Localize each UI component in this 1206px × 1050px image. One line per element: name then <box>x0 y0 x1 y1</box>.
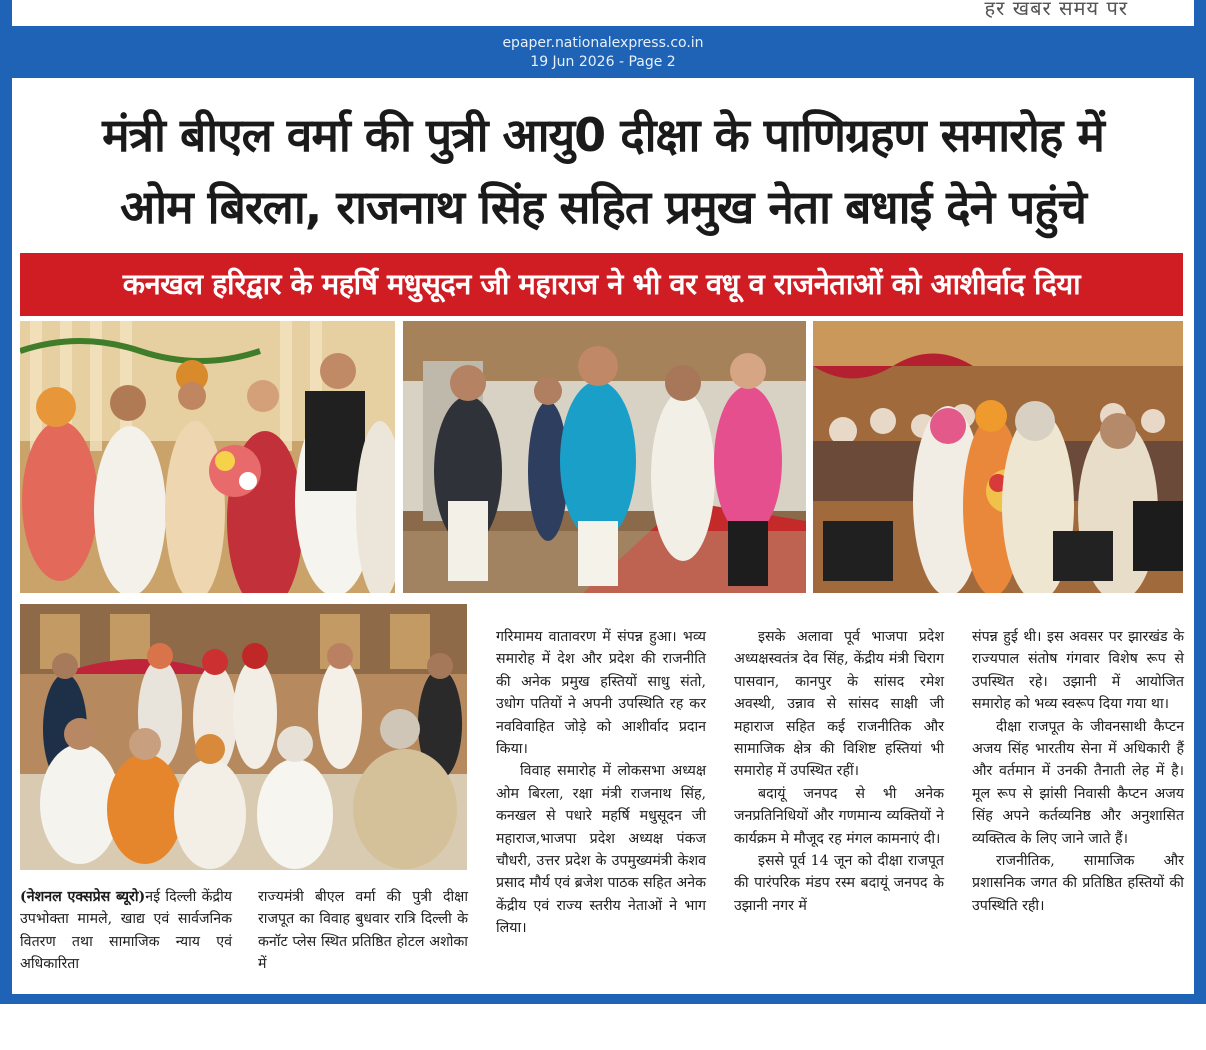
edition-date-page: 19 Jun 2026 - Page 2 <box>530 54 676 70</box>
article-column-3 <box>496 626 706 940</box>
article-paragraph: बदायूं जनपद से भी अनेक जनप्रतिनिधियों और गणमान्य व्यक्तियों ने कार्यक्रम मे मौजूद रह मंगल कामनाएं दी। <box>734 785 944 847</box>
article-column-5 <box>972 626 1184 917</box>
photo-saints-blessing <box>813 321 1183 593</box>
article-column-4 <box>734 626 944 917</box>
masthead-strip <box>12 0 1194 26</box>
photo-seated-group <box>20 604 467 870</box>
epaper-source-link[interactable]: epaper.nationalexpress.co.in <box>502 35 704 51</box>
article-byline: (नेशनल एक्सप्रेस ब्यूरो) <box>20 889 146 905</box>
article-paragraph: गरिमामय वातावरण में संपन्न हुआ। भव्य समारोह में देश और प्रदेश की राजनीति की अनेक प्रमुख हस्तियों साधु संतो, उधोग पतियों ने अपनी उपस्थिति रह कर नवविवाहित जोड़े को आशीर्वाद प्रदान किया। <box>496 629 706 758</box>
subheadline-banner: कनखल हरिद्वार के महर्षि मधुसूदन जी महाराज ने भी वर वधू व राजनेताओं को आशीर्वाद दिया <box>20 253 1183 316</box>
photo-couple-greeting <box>20 321 395 593</box>
bottom-strip <box>0 1004 1206 1050</box>
article-column-1-text: नई दिल्ली केंद्रीय उपभोक्ता मामले, खाद्य एवं सार्वजनिक वितरण तथा सामाजिक न्याय एवं अधिकारिता <box>20 889 232 973</box>
article-paragraph: इससे पूर्व 14 जून को दीक्षा राजपूत की पारंपरिक मंडप रस्म बदायूं जनपद के उझानी नगर में <box>734 853 944 914</box>
article-column-1 <box>20 886 232 976</box>
masthead-tagline: हर खबर समय पर <box>984 0 1128 20</box>
article-paragraph: संपन्न हुई थी। इस अवसर पर झारखंड के राज्यपाल संतोष गंगवार विशेष रूप से उपस्थित रहे। उझानी में आयोजित समारोह को भव्य स्वरूप दिया गया था। <box>972 629 1184 713</box>
article-paragraph: दीक्षा राजपूत के जीवनसाथी कैप्टन अजय सिंह भारतीय सेना में अधिकारी हैं और वर्तमान में उनकी तैनाती लेह में है। मूल रूप से झांसी निवासी कैप्टन अजय सिंह अपने कर्तव्यनिष्ठ और अनुशासित व्यक्तित्व के लिए जाने जाते हैं। <box>972 718 1184 847</box>
article-paragraph: इसके अलावा पूर्व भाजपा प्रदेश अध्यक्षस्वतंत्र देव सिंह, केंद्रीय मंत्री चिराग पासवान, कानपुर के सांसद रमेश अवस्थी, उन्नाव से सांसद साक्षी जी महाराज सहित कई राजनीतिक और सामाजिक क्षेत्र की विशिष्ट हस्तियां भी समारोह में उपस्थित रहीं। <box>734 629 944 780</box>
headline-line-1: मंत्री बीएल वर्मा की पुत्री आयु0 दीक्षा के पाणिग्रहण समारोह में <box>102 108 1104 162</box>
headline-line-2: ओम बिरला, राजनाथ सिंह सहित प्रमुख नेता बधाई देने पहुंचे <box>120 180 1086 234</box>
newspaper-page <box>12 78 1194 994</box>
article-column-2-text: राज्यमंत्री बीएल वर्मा की पुत्री दीक्षा राजपूत का विवाह बुधवार रात्रि दिल्ली के कनॉट प्लेस स्थित प्रतिष्ठित होटल अशोका में <box>258 889 468 973</box>
article-column-2 <box>258 886 468 976</box>
article-paragraph: राजनीतिक, सामाजिक और प्रशासनिक जगत की प्रतिष्ठित हस्तियों की उपस्थिति रही। <box>972 853 1184 914</box>
article-paragraph: विवाह समारोह में लोकसभा अध्यक्ष ओम बिरला, रक्षा मंत्री राजनाथ सिंह, कनखल से पधारे महर्षि मधुसूदन जी महाराज,भाजपा प्रदेश अध्यक्ष पंकज चौधरी, उत्तर प्रदेश के उपमुख्यमंत्री केशव प्रसाद मौर्य एवं ब्रजेश पाठक सहित अनेक केंद्रीय एवं राज्य स्तरीय नेताओं ने भाग लिया। <box>496 763 706 937</box>
photo-leaders-arriving <box>403 321 806 593</box>
